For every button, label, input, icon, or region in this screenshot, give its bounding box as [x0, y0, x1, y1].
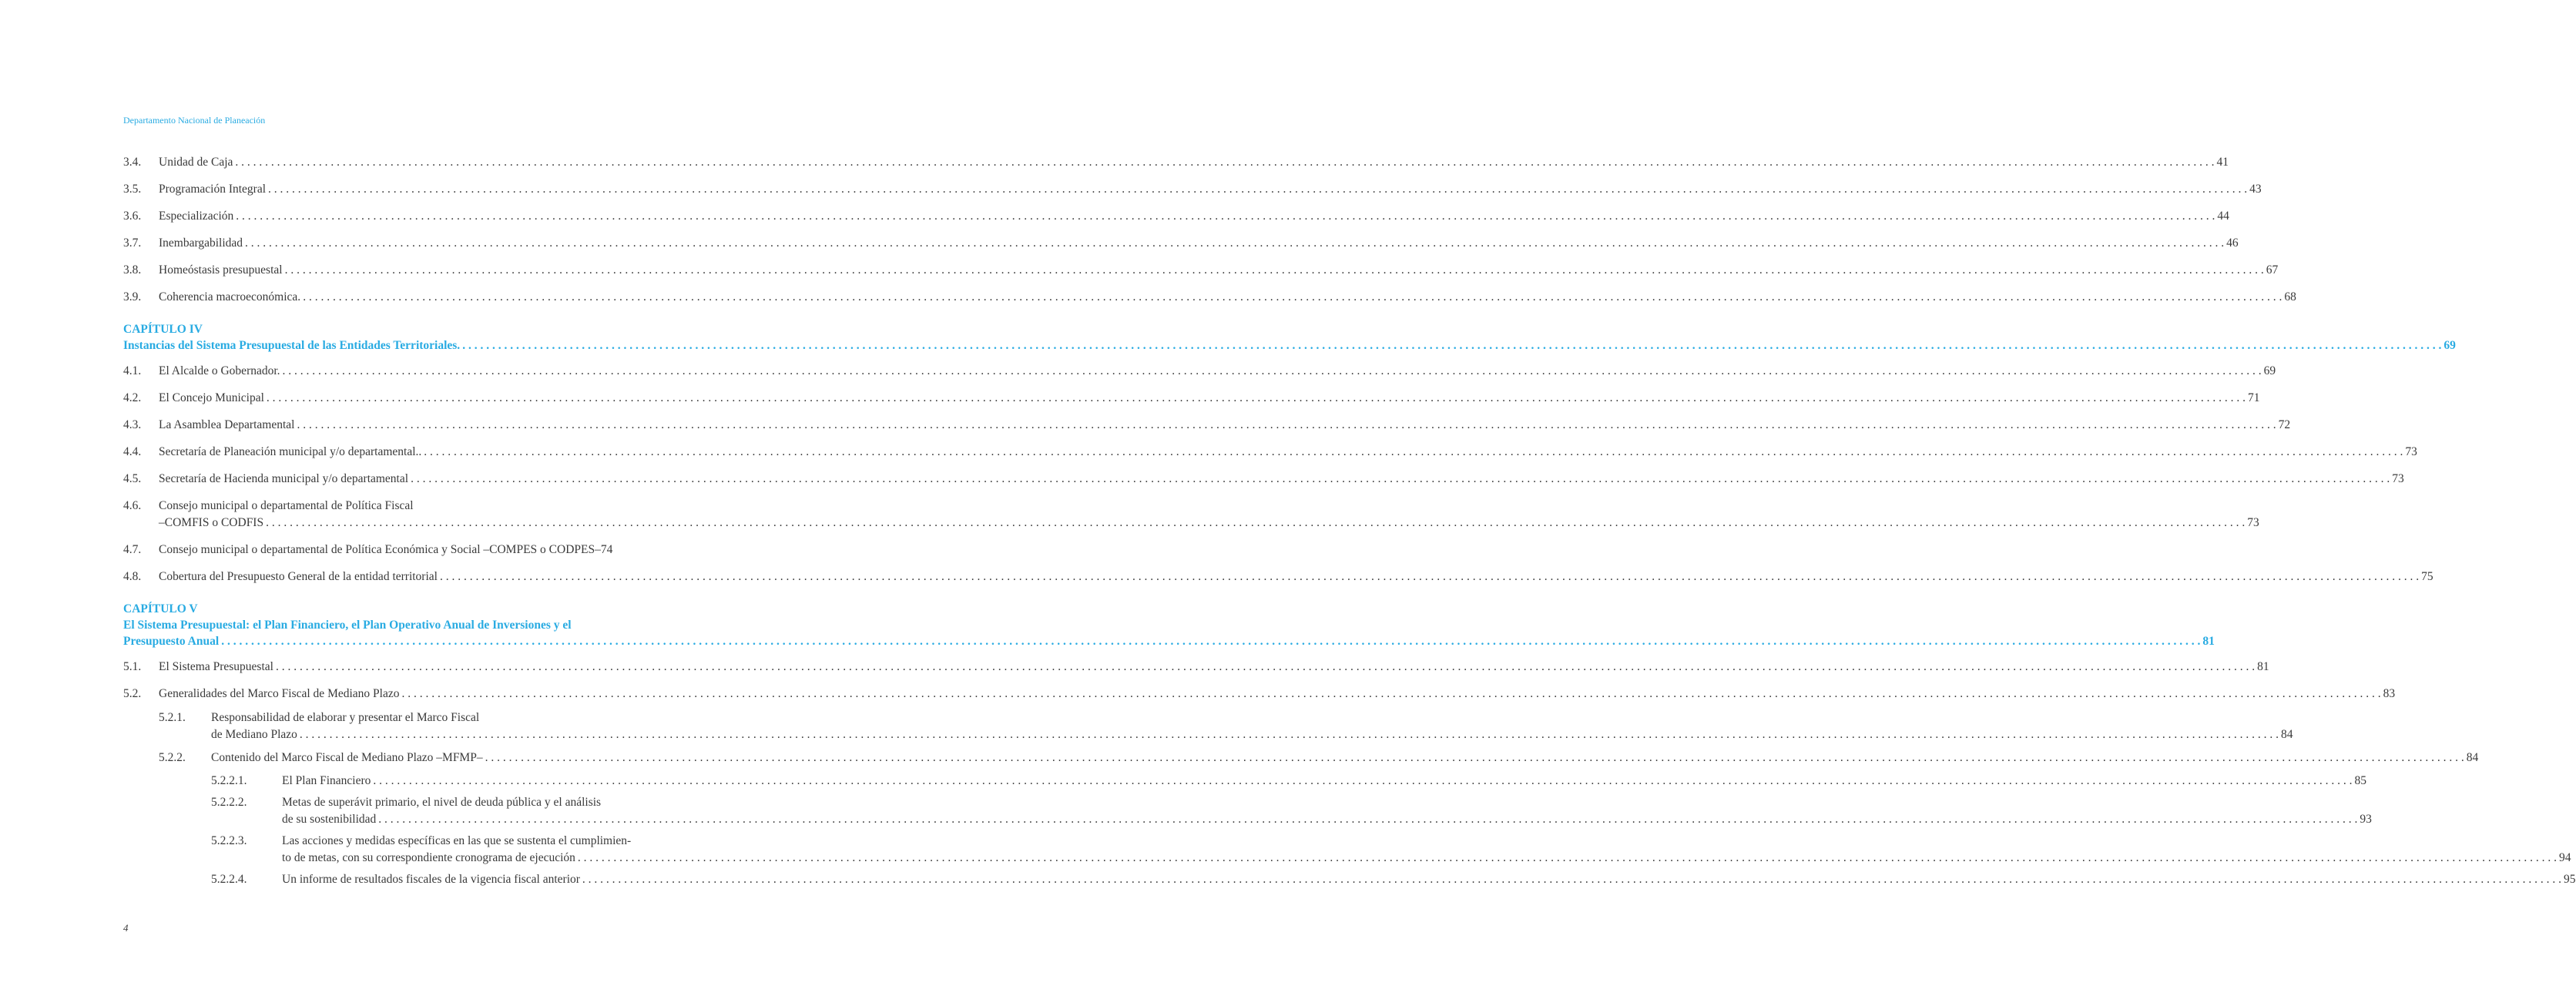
dot-leader: [245, 235, 2224, 252]
chapter-title-cont: Presupuesto Anual: [123, 635, 220, 648]
chapter-title: Instancias del Sistema Presupuestal de las Entidades Territoriales.: [123, 339, 461, 352]
page-ref: 41: [2216, 156, 2229, 169]
toc-subsubentry[interactable]: 5.2.2.3. Las acciones y medidas específicas en las que se sustenta el cumplimien- to de metas, con su correspondiente cronograma de ejecución . . . 94: [123, 833, 662, 867]
page-ref: 43: [2249, 183, 2262, 196]
dot-leader: [378, 811, 2357, 828]
page-ref: 75: [2421, 570, 2433, 583]
page-ref: 73: [2392, 472, 2404, 485]
page-ref: 69: [2263, 364, 2276, 377]
dot-leader: [582, 871, 2561, 888]
toc-subentry[interactable]: 5.2.1. Responsabilidad de elaborar y presentar el Marco Fiscal de Mediano Plazo . . . 84: [123, 709, 662, 743]
toc-entry[interactable]: 3.7. Inembargabilidad . . . 46: [123, 235, 662, 252]
dot-leader: [221, 633, 2200, 649]
chapter-label: CAPÍTULO IV: [123, 323, 203, 336]
toc-entry[interactable]: 4.4. Secretaría de Planeación municipal y/o departamental.. . . . 73: [123, 444, 662, 461]
page-ref: 74: [600, 543, 613, 556]
toc-entry[interactable]: 4.7. Consejo municipal o departamental de Política Económica y Social –COMPES o CODPES– 74: [123, 542, 662, 558]
toc-entry[interactable]: 3.9. Coherencia macroeconómica. . . . 68: [123, 289, 662, 306]
dot-leader: [411, 471, 2390, 488]
toc-subsubentry[interactable]: 5.2.2.1. El Plan Financiero . . . 85: [123, 773, 662, 790]
dot-leader: [462, 337, 2441, 354]
page-ref: 44: [2217, 210, 2229, 223]
page-ref: 94: [2559, 851, 2571, 864]
dot-leader: [485, 750, 2464, 766]
page-ref: 71: [2248, 391, 2260, 404]
page-number: 4: [123, 922, 129, 934]
chapter-heading-iv[interactable]: [123, 321, 2456, 354]
dot-leader: [297, 417, 2276, 434]
page-ref: 73: [2405, 445, 2417, 458]
page-ref: 84: [2466, 751, 2479, 764]
dot-leader: [300, 726, 2279, 743]
page-ref: 69: [2444, 339, 2456, 352]
toc-entry[interactable]: 5.1. El Sistema Presupuestal . . . 81: [123, 659, 662, 676]
dot-leader: [303, 289, 2282, 306]
toc-entry[interactable]: 3.4. Unidad de Caja . . . 41: [123, 154, 662, 171]
page-ref: 95: [2564, 873, 2576, 886]
page-ref: 68: [2284, 290, 2296, 304]
table-of-contents: [123, 154, 2576, 893]
toc-entry[interactable]: 3.8. Homeóstasis presupuestal . . . 67: [123, 262, 662, 279]
toc-subsubentry[interactable]: 5.2.2.2. Metas de superávit primario, el nivel de deuda pública y el análisis de su sostenibilidad . . . 93: [123, 794, 662, 828]
page-ref: 81: [2257, 660, 2269, 673]
dot-leader: [268, 181, 2247, 198]
dot-leader: [276, 659, 2255, 676]
page-ref: 84: [2281, 728, 2293, 741]
page-ref: 93: [2360, 813, 2372, 826]
dot-leader: [578, 850, 2557, 867]
page-ref: 85: [2354, 774, 2366, 787]
dot-leader: [236, 208, 2215, 225]
toc-entry[interactable]: 5.2. Generalidades del Marco Fiscal de Mediano Plazo . . . 83: [123, 686, 662, 703]
toc-subsubentry[interactable]: 5.2.2.4. Un informe de resultados fiscales de la vigencia fiscal anterior . . . 95: [123, 871, 662, 888]
dot-leader: [440, 568, 2419, 585]
toc-entry[interactable]: 4.3. La Asamblea Departamental . . . 72: [123, 417, 662, 434]
dot-leader: [285, 262, 2264, 279]
toc-entry[interactable]: 4.5. Secretaría de Hacienda municipal y/o departamental . . . 73: [123, 471, 662, 488]
page-ref: 81: [2202, 635, 2215, 648]
toc-entry[interactable]: 3.5. Programación Integral . . . 43: [123, 181, 662, 198]
chapter-label: CAPÍTULO V: [123, 602, 198, 615]
page-ref: 83: [2383, 687, 2396, 700]
dot-leader: [266, 515, 2245, 532]
toc-entry[interactable]: 3.6. Especialización . . . 44: [123, 208, 662, 225]
page-ref: 72: [2278, 418, 2291, 431]
dot-leader: [424, 444, 2403, 461]
chapter-heading-v[interactable]: [123, 601, 2215, 649]
page-ref: 73: [2247, 516, 2259, 529]
toc-subentry[interactable]: 5.2.2. Contenido del Marco Fiscal de Mediano Plazo –MFMP– . . . 84: [123, 750, 662, 766]
dot-leader: [235, 154, 2214, 171]
dot-leader: [373, 773, 2352, 790]
dot-leader: [401, 686, 2380, 703]
toc-entry[interactable]: 4.1. El Alcalde o Gobernador. . . . 69: [123, 363, 662, 380]
toc-entry[interactable]: 4.6. Consejo municipal o departamental de Política Fiscal –COMFIS o CODFIS . . . 73: [123, 498, 662, 532]
chapter-title: El Sistema Presupuestal: el Plan Financiero, el Plan Operativo Anual de Inversiones y el: [123, 619, 572, 632]
toc-entry[interactable]: 4.2. El Concejo Municipal . . . 71: [123, 390, 662, 407]
dot-leader: [267, 390, 2246, 407]
page-ref: 46: [2226, 236, 2239, 250]
running-header: Departamento Nacional de Planeación: [123, 115, 266, 126]
toc-entry[interactable]: 4.8. Cobertura del Presupuesto General de la entidad territorial . . . 75: [123, 568, 662, 585]
page-ref: 67: [2266, 263, 2279, 277]
dot-leader: [283, 363, 2262, 380]
